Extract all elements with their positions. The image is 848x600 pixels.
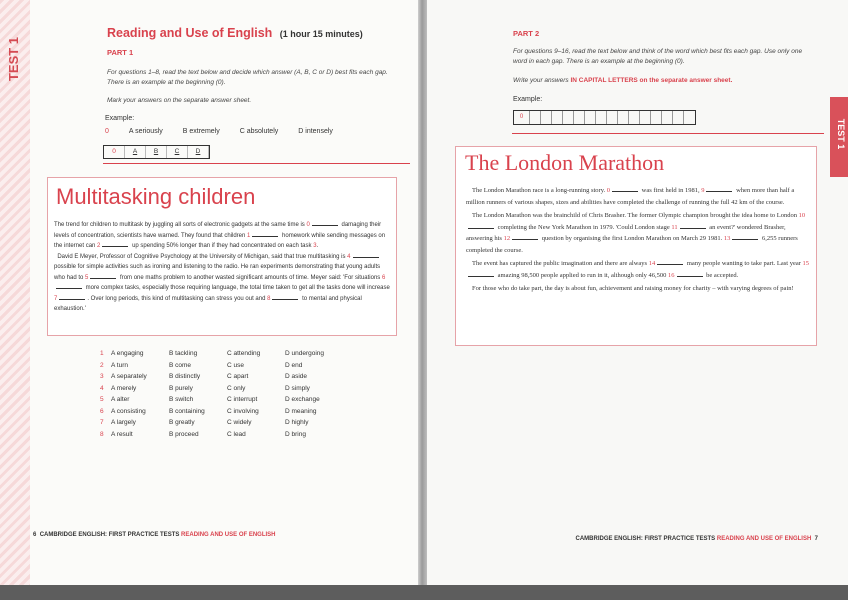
gap-line [677,271,703,277]
option-row: 4 A merely B purely C only D simply [100,384,310,392]
right-page [427,0,848,600]
part2-heading: PART 2 [513,29,540,38]
write-instructions-a: Write your answers [513,77,569,84]
example-number: 0 [514,111,530,124]
example-options [105,128,347,135]
text-segment: up spending 50% longer than if they had concentrated on each task [132,243,312,249]
gap-line [353,252,379,258]
scan-bottom-edge [0,585,848,600]
example-option-d: D intensely [298,128,333,135]
example-label: Example: [513,96,543,103]
letter-box [596,111,607,124]
gap-line [56,283,82,289]
panel-title: The London Marathon [465,150,665,175]
letter-box [673,111,684,124]
gap-line [657,259,683,265]
gap-line [312,220,338,226]
letter-box [651,111,662,124]
option-row: 5 A alter B switch C interrupt D exchange [100,396,320,403]
example-number: 0 [105,128,109,135]
answer-box-number: 0 [104,146,125,158]
footer-section: READING AND USE OF ENGLISH [716,536,812,542]
text-segment: damaging their levels of concentration, scientists have warned. They found that children [54,222,382,239]
gap-line [468,223,494,229]
text-segment: . Over long periods, this kind of multitasking can stress you out and [87,295,266,302]
gap-number: 13 [723,235,731,242]
page-title [107,26,363,40]
letter-box [563,111,574,124]
letter-box [629,111,640,124]
text-segment: David E Meyer, Professor of Cognitive Psychology at the University of Michigan, said that true multitasking is [57,253,346,260]
option-row: 7 A largely B greatly C widely D highly [100,419,309,426]
letter-box [607,111,618,124]
footer-book: CAMBRIDGE ENGLISH: FIRST PRACTICE TESTS [575,536,716,542]
test-tab-label: TEST 1 [6,36,21,82]
gap-line [512,234,538,240]
footer-section: READING AND USE OF ENGLISH [181,532,276,538]
section-duration: (1 hour 15 minutes) [279,29,363,39]
gap-line [680,223,706,229]
letter-box [552,111,563,124]
gap-number: 15 [802,260,810,267]
gap-number: 3 [313,243,317,249]
gap-number: 5 [85,274,89,281]
answer-box-b: B [146,146,167,158]
example-answer-box [103,145,210,159]
gap-number: 9 [701,187,705,194]
option-row: 6 A consisting B containing C involving D meaning [100,407,317,415]
gap-number: 0 [306,222,310,228]
letter-box [618,111,629,124]
write-instructions-b: IN CAPITAL LETTERS on the separate answer sheet. [570,77,733,84]
gap-number: 8 [267,295,271,302]
gap-line [732,234,758,240]
gap-number: 14 [648,260,656,267]
panel-body [466,185,810,297]
text-segment: homework while sending messages on the internet can [54,232,386,249]
letter-box [684,111,695,124]
test-side-tab [0,0,30,600]
letter-box [574,111,585,124]
paragraph: The event has captured the public imagination and there are always 14 many people wanting to take part. Last year 15 amazing 98,500 people applied to run in it, although only 46,500 16 be accepted. [466,258,810,281]
divider [512,133,824,134]
book-gutter [418,0,427,600]
letter-box [530,111,541,124]
answer-options-list [100,350,370,442]
page-number: 7 [814,536,818,542]
answer-box-c: C [167,146,188,158]
paragraph: The London Marathon race is a long-running story. 0 was first held in 1981, 9 when more than half a million runners of various shapes, sizes and abilities have completed the challenge of running the full 42 km of the course. [466,187,795,206]
gap-line [706,186,732,192]
gap-line [59,294,85,300]
option-row: 3 A separately B distinctly C apart D aside [100,373,308,380]
test-tab-label: TEST 1 [836,118,846,150]
panel-body: The trend for children to multitask by juggling all sorts of electronic gadgets at the same time is 0 damaging their levels of concentration, scientists have warned. They found that children 1 homework while sending messages on the internet can 2 up spending 50% longer than if they had concentrated on each task 3. David E Meyer, Professor of Cognitive Psychology at the University of Michigan, said that true multitasking is 4 possible for simple activities such as ironing and listening to the radio. He ran experiments demonstrating that young adults who had to 5 from one maths problem to another wasted significant amounts of time. Meyer said: 'For situations 6 more complex tasks, especially those requiring language, the total time taken to get all the tasks done will increase 7 . Over long periods, this kind of multitasking can stress you out and 8 to mental and physical exhaustion.' [54,222,390,312]
gap-number: 16 [668,271,675,279]
left-footer [33,532,275,538]
answer-box-a: A [125,146,146,158]
panel-title: Multitasking children [56,184,256,209]
part1-heading: PART 1 [107,48,134,57]
letter-box [662,111,673,124]
gap-number: 12 [503,235,511,242]
option-row: 2 A turn B come C use D end [100,361,303,369]
footer-book: CAMBRIDGE ENGLISH: FIRST PRACTICE TESTS [39,532,180,538]
gap-line [252,231,278,237]
text-segment: more complex tasks, especially those requiring language, the total time taken to get all the tasks done will increase [85,285,390,291]
gap-line [102,241,128,247]
divider [103,163,410,164]
example-letter-boxes [513,110,696,125]
option-row: 1 A engaging B tackling C attending D undergoing [100,350,325,357]
gap-line [272,294,298,300]
right-footer [576,536,818,542]
example-label: Example: [105,115,135,122]
mark-instructions: Mark your answers on the separate answer sheet. [107,97,252,104]
write-instructions [513,76,805,86]
example-option-b: B extremely [182,128,220,135]
gap-number: 10 [798,212,806,219]
gap-number: 4 [347,253,351,260]
test-side-tab [830,97,848,177]
gap-number: 11 [671,223,678,231]
paragraph: The London Marathon was the brainchild of Chris Brasher. The former Olympic champion brought the idea home to London 10 completing the New York Marathon in 1979. 'Could London stage 11 an event?' wondered Brasher, answering his 12 question by organising the first London Marathon on March 29 1981. 13 6,255 runners completed the course. [466,212,806,254]
gap-number: 1 [247,232,251,239]
part1-instructions: For questions 1–8, read the text below and decide which answer (A, B, C or D) best fits each gap. There is an example at the beginning (0). [107,69,388,86]
example-option-c: C absolutely [239,128,279,135]
letter-box [541,111,552,124]
answer-box-d: D [188,146,209,158]
gap-number: 7 [54,295,58,302]
example-option-a: A seriously [128,128,163,135]
section-title: Reading and Use of English [107,26,273,40]
text-segment: The trend for children to multitask by juggling all sorts of electronic gadgets at the same time is [54,222,305,228]
paragraph: For those who do take part, the day is about fun, achievement and raising money for charity – with varying degrees of pain! [472,285,794,292]
letter-box [640,111,651,124]
gap-number: 2 [97,243,101,249]
left-page [0,0,418,600]
gap-number: 6 [381,274,386,281]
part2-instructions: For questions 9–16, read the text below and think of the word which best fits each gap. Use only one word in each gap. There is an example at the beginning (0). [513,48,803,65]
text-segment: from one maths problem to another wasted significant amounts of time. Meyer said: 'For situations [120,274,381,281]
gap-line [612,186,638,192]
gap-line [468,271,494,277]
text-segment: to mental and physical exhaustion.' [54,295,362,312]
option-row: 8 A result B proceed C lead D bring [100,430,306,438]
gap-line [90,273,116,279]
multitasking-text-panel [47,177,397,336]
text-segment: possible for simple activities such as ironing and listening to the radio. He ran experiments demonstrating that young adults who had to [54,264,381,281]
marathon-text-panel [455,146,817,346]
letter-box [585,111,596,124]
page-number: 6 [33,532,37,538]
gap-number: 0 [606,187,611,194]
